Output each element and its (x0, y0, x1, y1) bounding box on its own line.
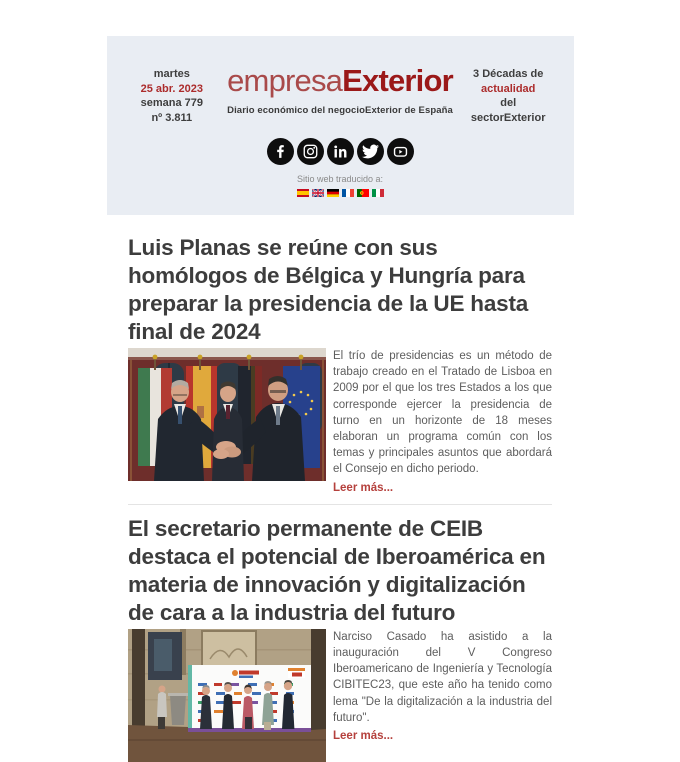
date-block (117, 65, 228, 125)
logo-block (227, 65, 453, 116)
article-2-text (333, 629, 552, 744)
twitter-icon[interactable] (357, 138, 384, 165)
youtube-icon[interactable] (387, 138, 414, 165)
flag-italy-icon[interactable] (372, 189, 384, 197)
article-divider (128, 504, 552, 505)
linkedin-icon[interactable] (327, 138, 354, 165)
article-2-body: Narciso Casado ha asistido a la inauguración del V Congreso Iberoamericano de Ingeniería y Tecnología CIBITEC23, que este año ha tenido como lema "De la digitalización a la industria del futuro". (333, 630, 552, 724)
article-1-row (128, 348, 552, 496)
article-1-photo[interactable] (128, 348, 326, 481)
logo-part-empresa: empresa (227, 63, 343, 98)
handshake-flags-illustration (128, 348, 326, 481)
decades-line3: del (500, 97, 517, 109)
header-top-row (117, 65, 564, 125)
article-2-row (128, 629, 552, 762)
article-2-photo[interactable] (128, 629, 326, 762)
article-2 (128, 515, 552, 762)
article-1-headline[interactable]: Luis Planas se reúne con sus homólogos de Bélgica y Hungría para preparar la presidencia de la UE hasta final de 2024 (128, 235, 529, 344)
flag-portugal-icon[interactable] (357, 189, 369, 197)
social-links-row (117, 138, 564, 165)
instagram-icon[interactable] (297, 138, 324, 165)
decades-line4: sectorExterior (470, 111, 546, 124)
translate-label: Sitio web traducido a: (296, 174, 384, 184)
article-2-headline[interactable]: El secretario permanente de CEIB destaca el potencial de Iberoamérica en materia de innovación y digitalización de cara a la industria del futuro (128, 515, 546, 625)
flag-france-icon[interactable] (342, 189, 354, 197)
facebook-icon[interactable] (267, 138, 294, 165)
cibitec-event-illustration (128, 629, 326, 762)
article-1-body: El trío de presidencias es un método de trabajo creado en el Tratado de Lisboa en 2009 por el que los tres Estados a los que corresponde ejercer la presidencia de turno en un horizonte de 18 meses elaboran un programa común con los temas y principales asuntos que abordará el Consejo en dicho periodo. (333, 350, 552, 476)
date-weekday: martes (153, 68, 190, 80)
newsletter-page (0, 36, 680, 743)
article-1 (128, 234, 552, 496)
decades-line2: actualidad (480, 82, 536, 95)
newsletter-content (128, 234, 552, 762)
article-1-text (333, 348, 552, 496)
article-2-read-more-link[interactable]: Leer más... (333, 730, 394, 743)
issue-number: nº 3.811 (151, 111, 193, 124)
date-value: 25 abr. 2023 (140, 82, 203, 95)
week-number: semana 779 (140, 97, 203, 109)
decades-block (453, 65, 564, 125)
flag-spain-icon[interactable] (297, 189, 309, 197)
language-flags-row (117, 189, 564, 197)
decades-line1: 3 Décadas de (473, 68, 544, 80)
newsletter-header (107, 36, 574, 215)
article-1-read-more-link[interactable]: Leer más... (333, 481, 394, 494)
brand-logo[interactable] (227, 65, 453, 97)
flag-germany-icon[interactable] (327, 189, 339, 197)
flag-uk-icon[interactable] (312, 189, 324, 197)
logo-part-exterior: Exterior (342, 63, 453, 98)
brand-tagline: Diario económico del negocioExterior de España (227, 105, 453, 116)
